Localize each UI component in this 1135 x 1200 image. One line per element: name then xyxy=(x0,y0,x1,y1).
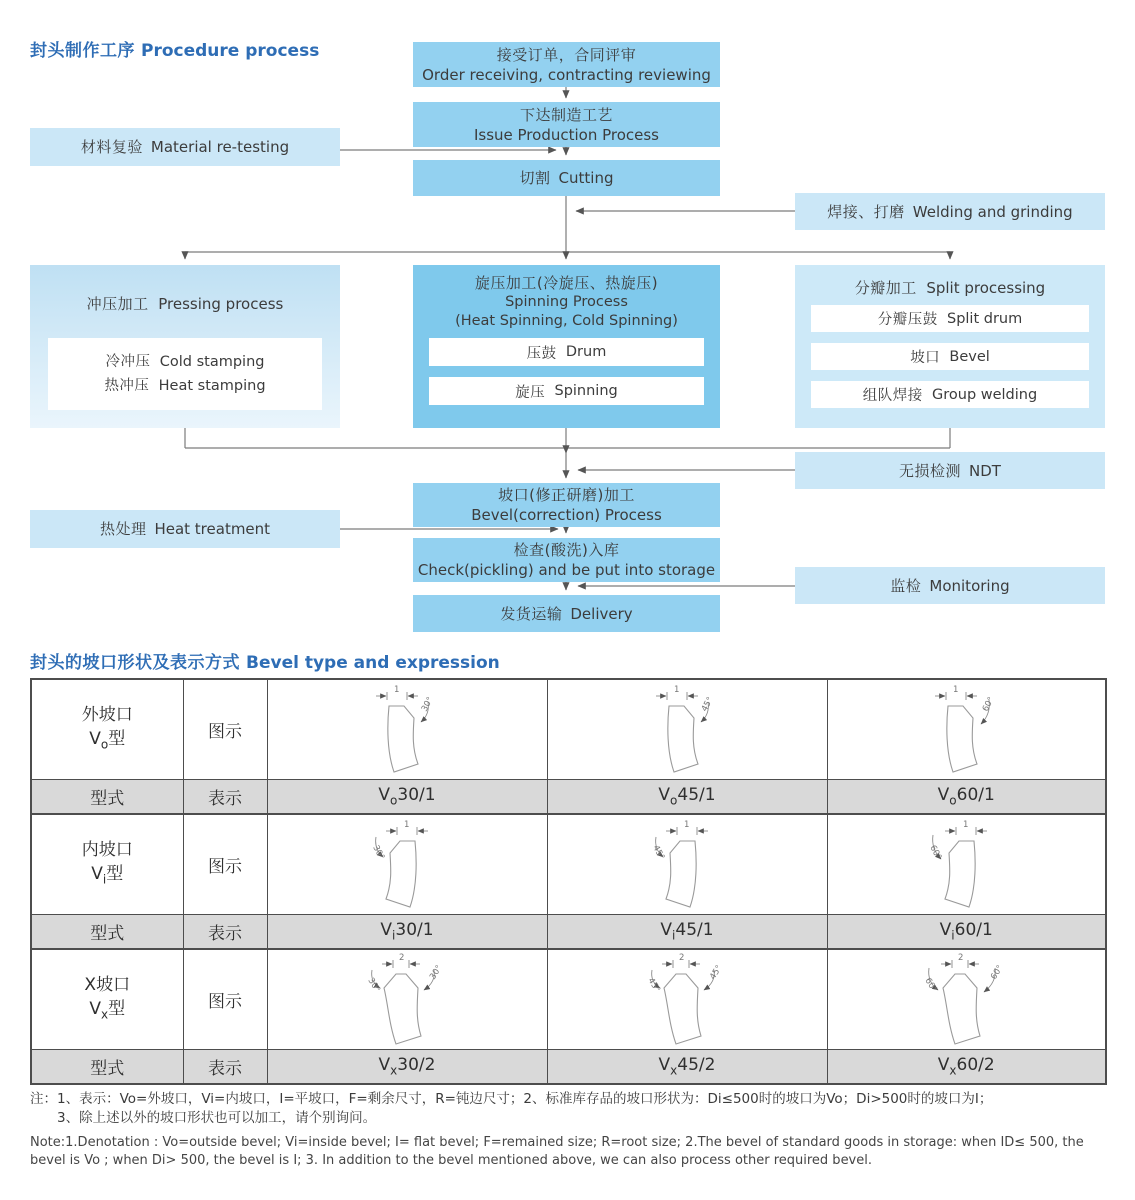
cold-stamping-zh: 冷冲压 xyxy=(105,354,151,370)
expr-label: 表示 xyxy=(183,915,267,950)
bevel-diagram-vo45 xyxy=(547,679,827,780)
code-vi30: $V_i30/1$ xyxy=(267,915,547,950)
bevel-section-title xyxy=(30,648,500,673)
bevel-diagram-vo60 xyxy=(827,679,1106,780)
svg-text:30°: 30° xyxy=(370,843,387,862)
flow-box-split-processing xyxy=(795,265,1105,428)
svg-text:2: 2 xyxy=(679,952,685,963)
svg-text:1: 1 xyxy=(953,684,959,695)
procedure-section-title xyxy=(30,36,319,61)
svg-text:2: 2 xyxy=(399,952,405,963)
split-drum-sub-box xyxy=(811,305,1089,332)
bevel-corr-en: Bevel(correction) Process xyxy=(471,506,662,524)
svg-text:1: 1 xyxy=(684,819,690,830)
bevel-table xyxy=(30,678,1107,1085)
ndt-en: NDT xyxy=(969,461,1001,480)
drum-zh: 压鼓 xyxy=(526,345,557,362)
spinning-sub-box xyxy=(429,377,704,405)
procedure-title-zh: 封头制作工序 xyxy=(30,41,135,61)
svg-text:45°: 45° xyxy=(645,975,662,994)
heat-stamping-en: Heat stamping xyxy=(158,378,266,394)
outer-bevel-type: $V_o$型 xyxy=(89,728,126,752)
table-row-vi-codes xyxy=(31,915,1106,950)
type-label: 型式 xyxy=(31,1050,183,1085)
flow-box-issue-production xyxy=(413,102,720,147)
split-drum-en: Split drum xyxy=(946,310,1023,327)
svg-text:60°: 60° xyxy=(981,694,997,713)
svg-text:60°: 60° xyxy=(922,975,940,994)
flow-box-monitoring xyxy=(795,567,1105,604)
code-vi60: $V_i60/1$ xyxy=(827,915,1106,950)
inner-bevel-zh: 内坡口 xyxy=(81,839,133,860)
svg-text:30°: 30° xyxy=(419,694,436,713)
stamping-sub-box xyxy=(48,338,322,410)
table-row-vo-diagrams xyxy=(31,679,1106,780)
type-label: 型式 xyxy=(31,915,183,950)
flow-box-spinning-process xyxy=(413,265,720,428)
bevel-zh: 坡口 xyxy=(910,350,941,366)
heat-treatment-zh: 热处理 xyxy=(99,520,147,538)
bevel-corr-zh: 坡口(修正研磨)加工 xyxy=(498,486,635,504)
inner-bevel-type: $V_i$型 xyxy=(91,863,124,887)
welding-en: Welding and grinding xyxy=(912,202,1073,221)
bevel-diagram-vo30 xyxy=(267,679,547,780)
code-vo30: $V_o30/1$ xyxy=(267,780,547,815)
code-vx30: $V_x30/2$ xyxy=(267,1050,547,1085)
code-vo60: $V_o60/1$ xyxy=(827,780,1106,815)
svg-text:45°: 45° xyxy=(650,843,667,862)
order-en: Order receiving, contracting reviewing xyxy=(422,65,711,84)
row-label-inner-bevel xyxy=(31,814,183,915)
issue-en: Issue Production Process xyxy=(473,125,660,144)
expr-label: 表示 xyxy=(183,780,267,815)
bevel-title-zh: 封头的坡口形状及表示方式 xyxy=(30,653,240,673)
bevel-title-en: Bevel type and expression xyxy=(246,653,500,673)
row-label-outer-bevel xyxy=(31,679,183,780)
bevel-diagram-vi30 xyxy=(267,814,547,915)
diagram-label: 图示 xyxy=(183,814,267,915)
cold-stamping-en: Cold stamping xyxy=(159,354,265,370)
spinning-title-zh: 旋压加工(冷旋压、热旋压) xyxy=(474,274,659,292)
svg-text:1: 1 xyxy=(394,684,400,695)
flow-box-material-retesting xyxy=(30,128,340,166)
note-zh-line1: 注：1、表示：Vo=外坡口，Vi=内坡口，I=平坡口，F=剩余尺寸，R=钝边尺寸；2、标准库存品的坡口形状为：Di≤500时的坡口为Vo；Di>500时的坡口为I； xyxy=(30,1091,993,1107)
table-row-vx-diagrams xyxy=(31,949,1106,1050)
spinning-zh: 旋压 xyxy=(515,384,546,401)
table-row-vo-codes xyxy=(31,780,1106,815)
monitoring-zh: 监检 xyxy=(890,576,922,595)
pressing-en: Pressing process xyxy=(158,295,284,313)
split-drum-zh: 分瓣压鼓 xyxy=(877,312,938,328)
footnotes xyxy=(30,1090,1112,1170)
bevel-diagram-vi60 xyxy=(827,814,1106,915)
svg-text:2: 2 xyxy=(958,952,964,963)
drum-en: Drum xyxy=(565,344,607,360)
group-welding-zh: 组队焊接 xyxy=(862,388,923,404)
spinning-title xyxy=(413,274,720,331)
flow-box-pressing-process xyxy=(30,265,340,428)
flow-box-check-storage xyxy=(413,538,720,582)
check-en: Check(pickling) and be put into storage xyxy=(417,561,716,579)
welding-zh: 焊接、打磨 xyxy=(827,202,905,221)
check-zh: 检查(酸洗)入库 xyxy=(513,541,620,559)
cold-stamping-item xyxy=(106,350,265,374)
table-row-vx-codes xyxy=(31,1050,1106,1085)
bevel-diagram-vx30 xyxy=(267,949,547,1050)
pressing-title xyxy=(30,293,340,314)
svg-text:30°: 30° xyxy=(365,975,382,994)
material-zh: 材料复验 xyxy=(80,138,143,156)
expr-label: 表示 xyxy=(183,1050,267,1085)
delivery-en: Delivery xyxy=(570,604,633,623)
heat-stamping-item xyxy=(104,374,265,398)
flow-box-heat-treatment xyxy=(30,510,340,548)
flow-box-delivery xyxy=(413,595,720,632)
split-title xyxy=(795,277,1105,298)
svg-text:1: 1 xyxy=(963,819,969,830)
svg-text:45°: 45° xyxy=(708,963,725,982)
flow-box-cutting xyxy=(413,160,720,196)
bevel-en: Bevel xyxy=(949,348,990,365)
group-welding-en: Group welding xyxy=(932,386,1038,403)
spinning-title-en2: (Heat Spinning, Cold Spinning) xyxy=(455,313,678,329)
code-vi45: $V_i45/1$ xyxy=(547,915,827,950)
bevel-diagram-vx45 xyxy=(547,949,827,1050)
note-en: Note:1.Denotation : Vo=outside bevel; Vi=inside bevel; I= flat bevel; F=remained size; R=root size; 2.The bevel of standard goods in storage: when ID≤ 500, the bevel is Vo ; when Di> 500, the bevel is I; 3. In addition to the bevel mentioned above, we can also process other required bevel. xyxy=(30,1135,1084,1168)
split-en: Split processing xyxy=(926,279,1046,297)
cutting-zh: 切割 xyxy=(519,169,551,187)
spinning-title-en1: Spinning Process xyxy=(505,294,628,310)
delivery-zh: 发货运输 xyxy=(500,604,563,623)
procedure-title-en: Procedure process xyxy=(141,41,320,61)
ndt-zh: 无损检测 xyxy=(899,461,962,480)
diagram-label: 图示 xyxy=(183,949,267,1050)
material-en: Material re-testing xyxy=(150,138,290,156)
bevel-sub-box xyxy=(811,343,1089,370)
flow-box-order xyxy=(413,42,720,87)
issue-zh: 下达制造工艺 xyxy=(519,105,613,124)
row-label-x-bevel xyxy=(31,949,183,1050)
flow-box-bevel-correction xyxy=(413,483,720,527)
x-bevel-type: $V_x$型 xyxy=(89,998,126,1022)
note-zh-line2: 3、除上述以外的坡口形状也可以加工，请个别询问。 xyxy=(57,1110,377,1126)
svg-text:60°: 60° xyxy=(989,963,1006,982)
heat-treatment-en: Heat treatment xyxy=(154,520,271,538)
monitoring-en: Monitoring xyxy=(929,576,1010,595)
outer-bevel-zh: 外坡口 xyxy=(81,704,133,725)
cutting-en: Cutting xyxy=(558,169,614,187)
svg-text:30°: 30° xyxy=(428,963,445,982)
type-label: 型式 xyxy=(31,780,183,815)
code-vo45: $V_o45/1$ xyxy=(547,780,827,815)
svg-text:1: 1 xyxy=(404,819,410,830)
drum-sub-box xyxy=(429,338,704,366)
code-vx60: $V_x60/2$ xyxy=(827,1050,1106,1085)
x-bevel-zh: X坡口 xyxy=(84,974,131,995)
bevel-diagram-vx60 xyxy=(827,949,1106,1050)
flow-box-welding-grinding xyxy=(795,193,1105,230)
svg-text:1: 1 xyxy=(674,684,680,695)
svg-text:45°: 45° xyxy=(699,694,716,713)
code-vx45: $V_x45/2$ xyxy=(547,1050,827,1085)
flow-box-ndt xyxy=(795,452,1105,489)
order-zh: 接受订单，合同评审 xyxy=(496,45,637,64)
spinning-en: Spinning xyxy=(554,383,618,399)
table-row-vi-diagrams xyxy=(31,814,1106,915)
diagram-label: 图示 xyxy=(183,679,267,780)
heat-stamping-zh: 热冲压 xyxy=(104,378,150,394)
group-welding-sub-box xyxy=(811,381,1089,408)
bevel-diagram-vi45 xyxy=(547,814,827,915)
svg-text:60°: 60° xyxy=(927,843,944,862)
pressing-zh: 冲压加工 xyxy=(86,295,149,313)
split-zh: 分瓣加工 xyxy=(854,279,917,297)
